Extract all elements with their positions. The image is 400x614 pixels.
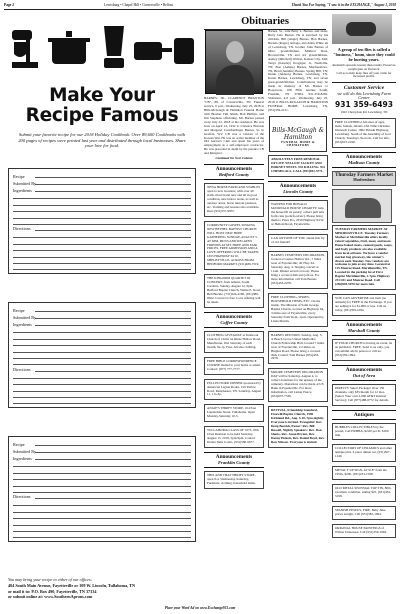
ingredients-label: Ingredients <box>13 321 32 327</box>
classified-ad: XENA HORSE FARM AND STABLES open to new boarders, with over 40 stalls, most brand new and all in good condition, new indoor arena, as well as outdoor arena, horse turnout pastures, etc. Training and lessons also available. Rees (931)557-9937. <box>204 183 264 217</box>
classified-ad: SPANISH PESEUS, FIRE, Baby Juke prices tonight, Call (931)585-1094. <box>332 506 396 520</box>
mail-note: You may bring your recipe to either of our offices: <box>8 577 93 582</box>
submit-online: or submit online at: www.SouthernAprons.com <box>8 594 93 600</box>
obituary-text-1: BARNES, JR., CLARENCE BRAXTON "CB", 88, of Cornersville, TN. Funeral service, 6 p.m., Wednesday, July 25, 2018 at Bills-McGaugh & Hamilton Funeral Home with Brother Tim Smith, Bob Phillips, and Jim Stephens officiating. Mr. Barnes passed away July 22, 2018 at his residence. He was born on April 14, 1932 to Clarence Braxton and Margaret Crutcherlinger Barnes, Sr. in Grafton, WV. CB was a veteran of the Korean War. He was an active member of the Old Gerton's Club and spent his years of employment as a self-employed contractor. He was preceded in death by his parents; CB and Margaret. <box>204 96 264 156</box>
page-number: Page 2 <box>4 3 15 7</box>
directions-field[interactable] <box>35 498 191 499</box>
page-footer[interactable]: Place your Word Ad on www.Exchange931.com <box>164 606 236 610</box>
classified-ad: YOU CAN ADVERTISE one item (no animals) for FREE in the Exchange. If you are selling it for $1,000 or less. Call us today, (931)359-1094. <box>332 294 396 316</box>
cattle-photo <box>332 14 392 44</box>
flies-call: Call us to help keep flies off your cattle for increased profits. <box>336 70 392 79</box>
classified-ad: THIS AND THAT THRIFT STORE, open 9-4. Wednesday-Saturday, Furniture, clothing, household items. <box>204 471 264 489</box>
classified-ad: OLD METAL SPONSIAL TOP TIN, 80lb, excellent condition, asking $25, (931)434-5198. <box>332 484 396 502</box>
funeral-home-sub: FUNERAL HOME & CREMATORY <box>281 141 315 148</box>
announcements-lincoln: Announcements Lincoln County <box>268 181 328 197</box>
recipe-submission-info <box>8 577 198 600</box>
recipe-form-2 <box>8 302 196 408</box>
mail-address-2: or mail it to: P.O. Box 490, Fayetteville, TN 37334 <box>8 588 97 594</box>
classified-ad: BARNES CEMETERY DECORATION, located at Garner Hollow Rd., 7 miles west of Fayetteville; off Hwy 64. Saturday, Aug. 4. Singing concert at 11am. Dinner served at noon. Please bring a covered dish and join us. For more information call Tom Barnes (931)433-2478. <box>268 251 328 289</box>
classified-ad: THE KINGDOM QUARTET IN CONCERT, from Athens, South Carolina. Sunday, August 12, 6pm. Bedford Baptist Church, Wattle E. Road, Bell Buckle. (731)224-4166, (931)389-0562. Concert is free. Love offering will be taken. <box>204 274 264 308</box>
classified-ad: DIRECTV Select Package! Over 150 channels, only $35/month for 12 mos. (Select Your own 2,000 AT&T Internet Service); Call (877)488-6772 for details. <box>332 384 396 406</box>
antiques-banner: Antiques <box>332 410 396 420</box>
submitted-by-label: Submitted By <box>13 314 37 320</box>
classified-ad: TUESDAY FARMERS MARKET AT MERIDIANVILLE. Tuesday Farmers Market at Meridianville offers locally raised vegetables, fruit, meat, and more. Home baked treats, canned goods, soaps, and body products are also available from local artisans. We have a vendor market bag giveaway, the winner's drawn each Tuesday. New vendors are welcome to join at any time. Located at 115 Monroe Road. Meridianville, TN. Located in the parking lot of First Baptist Meridianville, 2-7pm. Highway 231/431 and Monroe Road. Call (256)828-5070 for more info. <box>332 225 396 290</box>
column-4 <box>332 14 396 542</box>
directions-field[interactable] <box>35 230 191 231</box>
blender-icon <box>104 26 124 68</box>
directions-label: Directions <box>13 494 31 500</box>
recipe-label: Recipe <box>13 173 25 179</box>
classified-ad: BARNES REUNION, Sunday, Aug. 5, at Beech Grove United Methodist Church Fellowship Hall, located 7 miles west of Fayetteville, 1/2 miles on Hughes Road. Please bring a covered dish. Contact Tom Barnes (931)433-2478. <box>268 331 328 365</box>
farmers-market-photo <box>332 189 392 223</box>
announcements-marshall: Announcements Marshall County <box>332 320 396 336</box>
announcements-coffee: Announcements Coffee County <box>204 312 264 328</box>
recipe-form-3 <box>8 436 196 542</box>
classified-ad: ANGIE'S THRIFT STORE, 104 East Lauderdale Street, Tullahoma. Open Monday-Saturday 10-5. <box>204 404 264 422</box>
ingredients-field[interactable] <box>35 325 191 326</box>
classified-ad: PULLED PORK DINNER sponsored by American Legion Rodes. 159 Yellow Road, Manchester, TN. Saturday, August 11, 11a-3p. <box>204 379 264 401</box>
mail-address-1: 404 South Main Avenue, Fayetteville or 109 W. Lincoln, Tullahoma, TN <box>8 582 136 588</box>
classified-ad: FREE BIBLE CORRESPONDENCE COURSE mailed to your home or email. Contact: (877) 777-7777. <box>204 357 264 375</box>
announcements-bedford: Announcements Bedford County <box>204 164 264 180</box>
obituaries-title: Obituaries <box>204 16 326 30</box>
header-tagline: Thank You For Saying, "I saw it in the EXCHANGE," August 1, 2018 <box>291 3 396 7</box>
recipe-submission-panel <box>4 14 200 600</box>
classified-ad: WANTED FOR BONALD McDONALD HOUSE CHARITY: help the house fill its pantry; collect pull tabs from cans (soda/food/etc). Please bring them to Pizza Pro, 2250 Highway 64 W. or Heiloid Road, Fayetteville. <box>268 200 328 230</box>
ingredients-label: Ingredients <box>13 187 32 193</box>
ingredients-label: Ingredients <box>13 455 32 461</box>
announcements-out-of-area: Announcements Out of Area <box>332 365 396 381</box>
directions-label: Directions <box>13 226 31 232</box>
submitted-by-label: Submitted By <box>13 180 37 186</box>
flies-subtext: Rosinski's spreads Greater than results; Preserves weight gain on livestock. <box>332 63 396 71</box>
toaster-icon <box>174 38 194 64</box>
classified-ad: IF YOUR CHURCH is having an event, let us publish it. FREE. Send to us only, you can submit ads in person or call us: (931)359-1094. <box>332 339 396 361</box>
mixer-icon <box>12 30 38 68</box>
page-header <box>4 2 396 10</box>
funeral-home-logo <box>269 116 327 152</box>
farm-center-phone[interactable]: 931 359-6493 <box>335 100 393 110</box>
classified-ad: FREE CLOTHING! All sizes of ages, male, female, infants. Old Time Christian Outreach Center, 1902 Pulaski Highway, Lewisburg. South of the Assembly of God Church, Tuesdays, 9a-noon, Call for info, (931)615-2226. <box>332 118 396 148</box>
classified-ad: ABSOLUTELY FREE REMOVAL OF LIVE YELLOW JACKET AND HORNET NESTS. NO KILLING. NO CHEMICALS. CALL (931)691-5771. <box>268 155 328 177</box>
classified-ad: BUBBLES COLLECTIBLES by the pound, Call HUBBA, $2.00 per lb. $100 min. <box>332 423 396 441</box>
classified-ad: TULLAHOMA CLASS OF 1973, 45th Class Reunion to be held Saturday, August 15, 2018, 5pm-9pm. Contact Donna Sims Coatts, (931)580-9677. <box>204 426 264 448</box>
submitted-by-label: Submitted By <box>13 448 37 454</box>
flies-caption: A group of ten flies is called a "business," hmm, since they could be hurting yours. <box>333 47 395 62</box>
classified-ad: CAN ANYONE OF YOU attend fish fry of old friends? <box>268 234 328 248</box>
recipe-intro: Submit your favorite recipe for our 2018 Holiday Cookbook. Over 89,600 Cookbooks with 200 pages of recipes were printed last year and distributed through local businesses. Share your love for food. <box>18 132 186 149</box>
classified-ad: REVIVAL, Friendship Standard, Freewill Baptist Church, 1590 Kirkland Rd., Aug. 5-10, 7pm nightly. Everyone is invited. Evangelist: Rev. Doug Boeckh, Pastor: Rev. Bill Russell, Nightly Speakers: Rev. Don Shotts, Rev. Jason Bryant, Rev. Danny Pickett, Rev. Daniel Boyd, Rev. Ron Nilsson. Everyone is invited. <box>268 406 328 448</box>
customer-service-sub: we will do this Lewisburg Farm Center <box>337 90 391 100</box>
customer-service-title: Customer Service <box>332 82 396 92</box>
column-2 <box>204 30 264 493</box>
classified-ad: MOORE CEMETERY DECORATION DAY will be Saturday, August 4, to collect donations for the upkeep of the cemetery. Donations can be made at US Bank in Fayetteville. For more information, call Lamar Pierce (931)637-7536. <box>268 368 328 402</box>
recipe-form-1 <box>8 168 196 274</box>
headline-line-2: Recipe Famous <box>25 105 179 126</box>
classified-ad: FREE CLOTHING, SHOES, HOUSEHOLD ITEMS, ETC. On the inside. The Mission of Saint George Baptist Church, located on Highway 64, 3 miles east of Fayetteville, every Saturday from 9a.m.-1p.m. Operated by Linda Martin. <box>268 293 328 327</box>
recipe-label: Recipe <box>13 307 25 313</box>
obituary-continued: Continued On Next Column <box>215 156 253 161</box>
classified-ad: METAL T UP SIGN, 42"x18" from the 1950s, $200, (931)233-1598. <box>332 466 396 480</box>
classified-ad: CLOTHING GIVEAWAY at Tenbrook Church of Christ on Rinse Hollow Road, Manchester, first Saturday of each month, 9a-1p. Free. All size clothing. <box>204 331 264 353</box>
directions-field[interactable] <box>35 371 191 372</box>
classified-ad: COLLECTORS OF CERAMICS and other antique pins. 4 piece dinner set, (931)307-1140. <box>332 444 396 462</box>
obituary-photo <box>205 30 263 94</box>
classified-ad: COMMUNITY GOSPEL SINGING NEW BETHEL BAPTIST CHURCH WILL HOST NEW HOPE GATHERING SUNDAY, AUGUST 5, AT 6PM. BUNS AND RELATED FRIENDS AT MT. HOPE AND FAIR PRICES. FREE ADMISSION AND A LOVE OFFERING WILL BE TAKEN. 1655 HIGHWAY 64 W., SHELBYVILLE. ACROSS FROM BEDFORD MARKET. (931)489-7519. <box>204 221 264 270</box>
pot-icon <box>48 31 90 64</box>
ingredients-field[interactable] <box>35 191 191 192</box>
ingredients-field[interactable] <box>35 459 191 460</box>
recipe-headline <box>4 86 200 126</box>
announcements-madison: Announcements Madison County <box>332 152 396 168</box>
farm-center-address: 1922 Cherrydale Rd. Lewisburg, TN <box>340 110 388 115</box>
directions-label: Directions <box>13 366 31 372</box>
farmers-market-banner: Thursday Farmers Market Murfreesboro <box>332 171 396 186</box>
column-3 <box>268 30 328 452</box>
recipe-label: Recipe <box>13 441 25 447</box>
funeral-home-name: Bills-McGaugh & Hamilton <box>272 127 324 142</box>
classified-ad: ORIGINAL HOUSE PAINTINGS of Wilton Tennessee. Call (931)359-1094. <box>332 524 396 538</box>
headline-line-1: Make Your <box>49 85 155 106</box>
header-towns: Lewisburg • Chapel Hill • Cornersville • Belfast <box>104 3 174 7</box>
pan-icon <box>134 42 172 60</box>
kitchen-icons <box>8 18 196 74</box>
obituary-text-2: Barnes, Sr., wife Betty L. Barnes, and sister, Betty Jane Barnes. He is survived by his children, Bill (Angie) Barnes, Bob Barnes, Brenda (Roger) Arriaga, and Allen White all of Lewisburg, TN, brother John Barnes of Ohio; grandchildren, Mildred Doss, Brownsville, TN and six grandchildren, Ashley (Mitchell) Walton, Kansas City, MO; Tanya (Kaseley) Krogsger, Jr., Nashville, TN; Bon (Ashlee) Barnes, Murfreesboro, TN, Brad (Jennifer) Barnes, Spring Hill, TN; Derek (Jaideen) Barnes, Lewisburg, TN, Karen Barnes, Lewisburg, TN; and seven great-grandchildren. Contributions may be made in memory of Mr. Barnes to Hospiceon, 108 Fifth Avenue South, Franklin, TN 37064. 931-359-8202. Visitation, 4-6 p.m., Wednesday, July 25, 2018 at BILLS-McGAUGH & HAMILTON FUNERAL HOME, Lewisburg, TN, (931)359-2121. <box>268 30 328 113</box>
announcements-franklin: Announcements Franklin County <box>204 452 264 468</box>
